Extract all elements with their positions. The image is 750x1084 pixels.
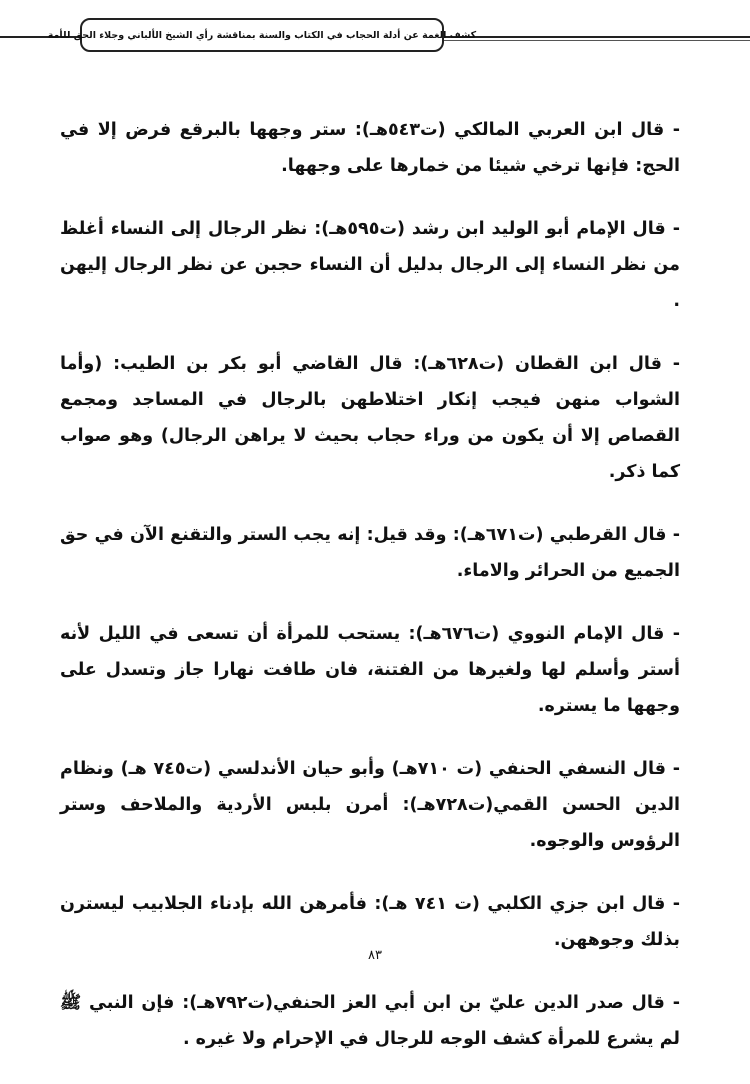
paragraph-ibn-al-qattan: - قال ابن القطان (ت٦٢٨هـ): قال القاضي أبو بكر بن الطيب: (وأما الشواب منهن فيجب إنكار اختلاطهن بالرجال في المساجد ومجمع القصاص إلا أن يكون من وراء حجاب بحيث لا يراهن الرجال) وهو صواب كما ذكر. xyxy=(60,354,681,482)
header-rule-right-thin xyxy=(444,40,750,41)
page-body xyxy=(60,112,680,1084)
paragraph-ibn-abi-al-izz: - قال صدر الدين عليّ بن ابن أبي العز الحنفي(ت٧٩٢هـ): فإن النبي ﷺ لم يشرع للمرأة كشف الوجه للرجال في الإحرام ولا غيره . xyxy=(60,993,680,1049)
paragraph-ibn-al-arabi: - قال ابن العربي المالكي (ت٥٤٣هـ): ستر وجهها بالبرقع فرض إلا في الحج: فإنها ترخي شيئا من خمارها على وجهها. xyxy=(60,120,681,176)
page-number: ٨٣ xyxy=(368,948,382,963)
running-header xyxy=(47,18,477,52)
paragraph-al-nasafi: - قال النسفي الحنفي (ت ٧١٠هـ) وأبو حيان الأندلسي (ت٧٤٥ هـ) ونظام الدين الحسن القمي(ت٧٢٨هـ): أمرن بلبس الأردية والملاحف وستر الرؤوس والوجوه. xyxy=(60,759,680,851)
paragraph-ibn-rushd: - قال الإمام أبو الوليد ابن رشد (ت٥٩٥هـ): نظر الرجال إلى النساء أغلظ من نظر النساء إلى الرجال بدليل أن النساء حجبن عن نظر الرجال إليهن . xyxy=(60,219,680,311)
paragraph-ibn-juzay: - قال ابن جزي الكلبي (ت ٧٤١ هـ): فأمرهن الله بإدناء الجلابيب ليسترن بذلك وجوههن. xyxy=(60,894,680,950)
paragraph-al-nawawi: - قال الإمام النووي (ت٦٧٦هـ): يستحب للمرأة أن تسعى في الليل لأنه أستر وأسلم لها ولغيرها من الفتنة، فان طافت نهارا جاز وتسدل على وجهها ما يستره. xyxy=(60,624,680,716)
book-title: كشف الغمة عن أدلة الحجاب في الكتاب والسنة بمناقشة رأي الشيخ الألباني وجلاء الحق للأمة xyxy=(47,29,477,41)
paragraph-al-qurtubi: - قال القرطبي (ت٦٧١هـ): وقد قيل: إنه يجب الستر والتقنع الآن في حق الجميع من الحرائر والاماء. xyxy=(60,525,680,581)
header-rule-right xyxy=(444,36,750,38)
